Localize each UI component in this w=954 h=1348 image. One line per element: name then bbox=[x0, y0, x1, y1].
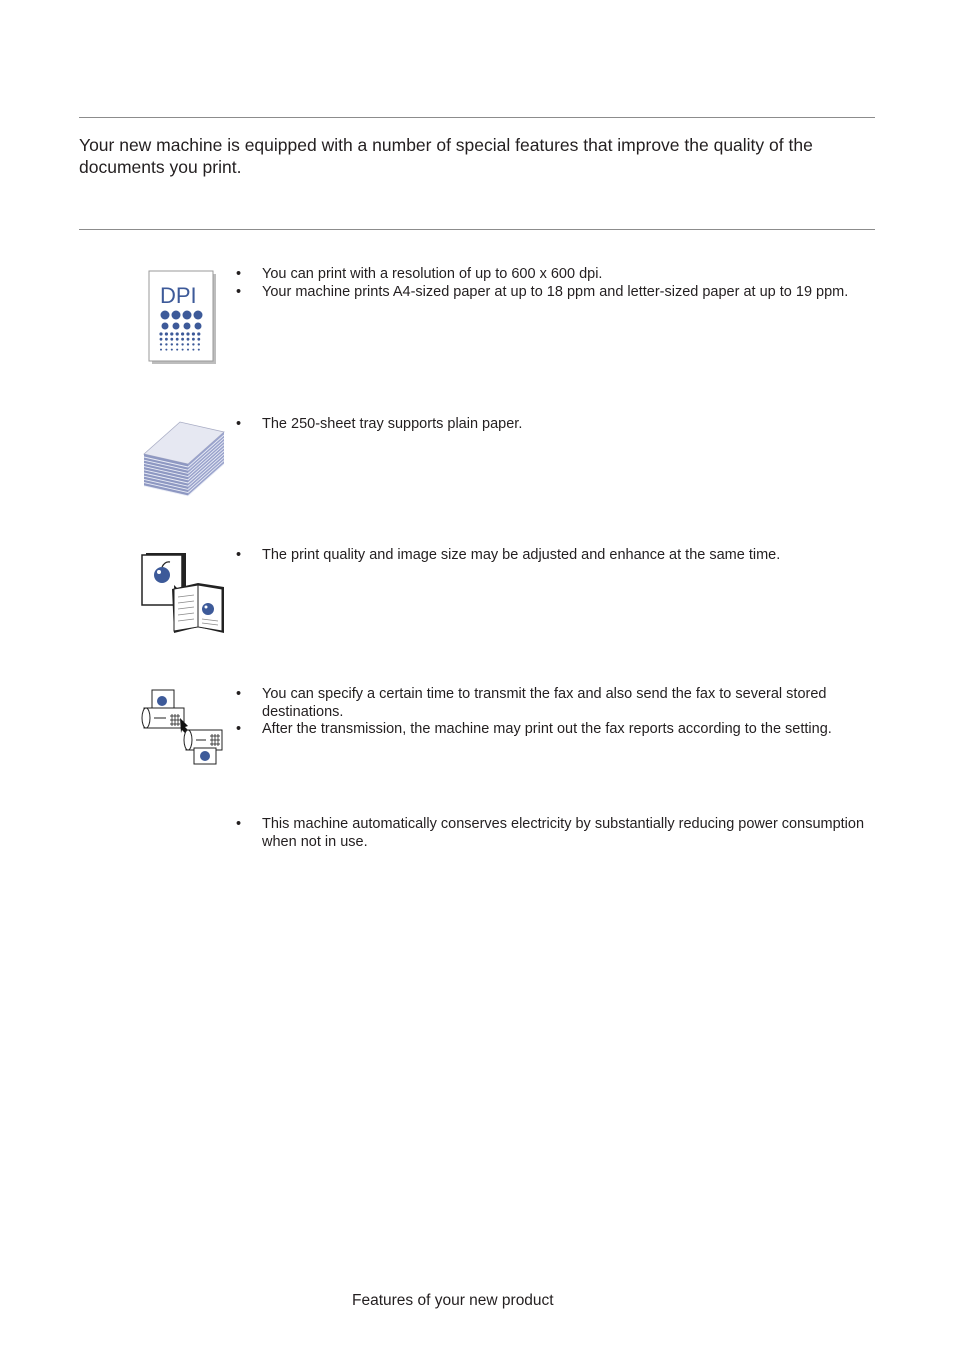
list-item: • After the transmission, the machine may print out the fax reports according to the setting. bbox=[236, 721, 876, 739]
list-item: • You can print with a resolution of up to 600 x 600 dpi. bbox=[236, 266, 876, 284]
dpi-icon bbox=[148, 270, 218, 364]
list-item: • This machine automatically conserves electricity by substantially reducing power consumption when not in use. bbox=[236, 816, 876, 851]
paper-stack-icon bbox=[142, 420, 226, 500]
list-item: • The print quality and image size may be adjusted and enhance at the same time. bbox=[236, 547, 876, 565]
page-footer: Features of your new product bbox=[352, 1292, 554, 1309]
top-rule bbox=[79, 117, 875, 118]
feature-fax-bullets bbox=[236, 686, 876, 739]
feature-power-saving-bullets bbox=[236, 816, 876, 851]
dpi-icon-text: DPI bbox=[160, 283, 197, 308]
copy-book-icon bbox=[140, 551, 228, 635]
list-item: • You can specify a certain time to transmit the fax and also send the fax to several stored destinations. bbox=[236, 686, 876, 721]
list-item: • Your machine prints A4-sized paper at up to 18 ppm and letter-sized paper at up to 19 ppm. bbox=[236, 284, 876, 302]
section-rule bbox=[79, 229, 875, 230]
intro-paragraph: Your new machine is equipped with a number of special features that improve the quality of the documents you print. bbox=[79, 135, 813, 177]
feature-paper-tray-bullets bbox=[236, 416, 876, 434]
feature-copy-quality-bullets bbox=[236, 547, 876, 565]
fax-icon bbox=[140, 688, 226, 766]
feature-resolution-bullets bbox=[236, 266, 876, 301]
list-item: • The 250-sheet tray supports plain paper. bbox=[236, 416, 876, 434]
